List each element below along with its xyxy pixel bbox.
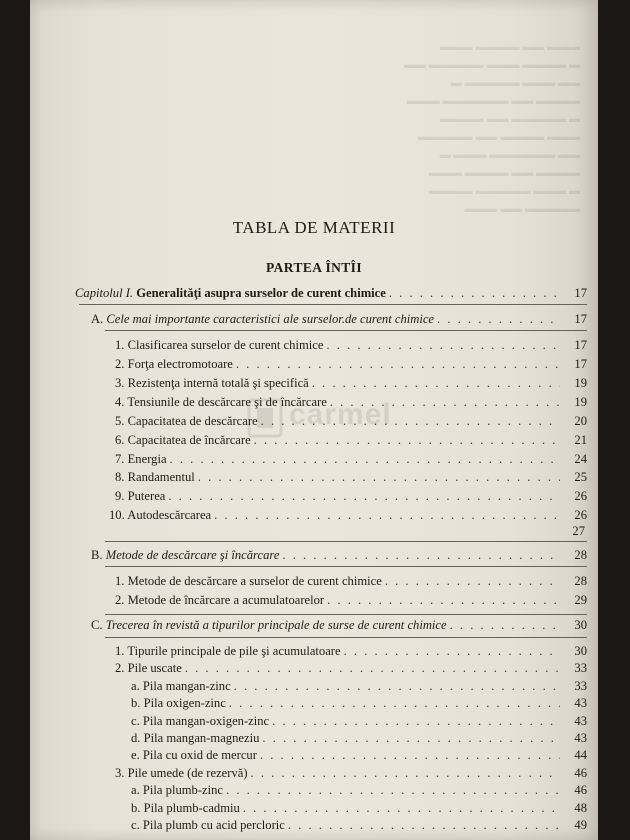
leader-dots bbox=[389, 286, 560, 301]
section-title: Metode de descărcare şi încărcare bbox=[105, 548, 280, 562]
toc-section-row[interactable]: C. Trecerea în revistă a tipurilor principale de surse de curent chimice . . . 30 bbox=[91, 618, 587, 633]
divider bbox=[105, 566, 587, 567]
page-number: 17 bbox=[574, 312, 587, 326]
toc-extra-page: 27 bbox=[572, 524, 585, 538]
page-number: 17 bbox=[574, 286, 587, 300]
divider bbox=[79, 304, 587, 305]
section-letter: C. bbox=[91, 618, 103, 632]
toc-item-row[interactable]: 5. Capacitatea de descărcare . . . 20 bbox=[115, 414, 587, 429]
bleed-through-text: ▬▬▬ ▬▬ ▬▬▬▬ ▬▬▬ ▬ ▬▬▬▬ ▬▬▬ ▬▬▬▬▬ ▬▬ ▬▬ ▬▬▬ ▬▬▬▬▬ ▬ ▬▬▬▬ ▬▬ ▬▬▬▬▬▬ ▬▬▬ ▬ ▬▬▬▬▬ ▬▬ ▬▬▬▬ ▬▬▬ ▬▬▬▬ ▬▬ ▬▬▬▬▬ ▬▬ ▬▬▬▬▬▬ ▬▬▬ ▬ ▬▬▬▬ ▬▬ ▬▬▬▬ ▬▬▬ ▬ ▬▬▬ ▬▬▬▬▬ ▬▬▬▬ ▬▬▬▬▬ ▬▬ ▬▬▬ bbox=[404, 41, 580, 215]
toc-item-row[interactable]: 10. Autodescărcarea . . . 26 bbox=[109, 508, 587, 523]
toc-item-row[interactable]: 9. Puterea . . . 26 bbox=[115, 489, 587, 504]
divider bbox=[105, 541, 587, 542]
toc-item-row[interactable]: 2. Forţa electromotoare . . . 17 bbox=[115, 357, 587, 372]
toc-item-row[interactable]: 2. Pile uscate . . . 33 bbox=[115, 661, 587, 676]
toc-subitem-row[interactable]: c. Pila mangan-oxigen-zinc . . . 43 bbox=[131, 714, 587, 729]
toc-subitem-row[interactable]: a. Pila plumb-zinc . . . 46 bbox=[131, 783, 587, 798]
toc-item-row[interactable]: 7. Energia . . . 24 bbox=[115, 452, 587, 467]
part-heading: PARTEA ÎNTÎI bbox=[266, 260, 362, 275]
page-title: TABLA DE MATERII bbox=[232, 218, 396, 237]
chapter-title: Generalităţi asupra surselor de curent chimice bbox=[136, 286, 386, 300]
toc-section-row[interactable] bbox=[91, 312, 587, 327]
section-letter: B. bbox=[91, 548, 103, 562]
bookstore-logo-icon bbox=[245, 396, 285, 440]
toc-subitem-row[interactable]: b. Pila oxigen-zinc . . . 43 bbox=[131, 696, 587, 711]
toc-item-row[interactable]: 4. Tensiunile de descărcare şi de încărcare . . . 19 bbox=[115, 395, 587, 410]
toc-subitem-row[interactable]: d. Pila mangan-magneziu . . . 43 bbox=[131, 731, 587, 746]
toc-item-row[interactable]: 8. Randamentul . . . 25 bbox=[115, 470, 587, 485]
leader-dots bbox=[437, 312, 560, 327]
toc-subitem-row[interactable]: c. Pila plumb cu acid percloric . . . 49 bbox=[131, 818, 587, 833]
toc-section-row[interactable]: B. Metode de descărcare şi încărcare . . . 28 bbox=[91, 548, 587, 563]
toc-item-row[interactable]: 6. Capacitatea de încărcare . . . 21 bbox=[115, 433, 587, 448]
chapter-prefix: Capitolul I. bbox=[75, 286, 134, 300]
toc-item-row[interactable]: 1. Tipurile principale de pile şi acumulatoare . . . 30 bbox=[115, 644, 587, 659]
toc-subitem-row[interactable]: e. Pila cu oxid de mercur . . . 44 bbox=[131, 748, 587, 763]
book-page bbox=[30, 0, 598, 840]
toc-chapter-row[interactable] bbox=[75, 286, 587, 301]
toc-item-row[interactable]: 1. Metode de descărcare a surselor de curent chimice . . . 28 bbox=[115, 574, 587, 589]
toc-item-row[interactable]: 3. Rezistenţa internă totală şi specifică . . . 19 bbox=[115, 376, 587, 391]
watermark-text: carmel bbox=[289, 398, 392, 431]
toc-item-row[interactable]: 1. Clasificarea surselor de curent chimice . . . 17 bbox=[115, 338, 587, 353]
watermark bbox=[245, 392, 425, 462]
divider bbox=[105, 637, 587, 638]
toc-subitem-row[interactable]: a. Pila mangan-zinc . . . 33 bbox=[131, 679, 587, 694]
toc-subitem-row[interactable]: b. Pila plumb-cadmiu . . . 48 bbox=[131, 801, 587, 816]
section-letter: A. bbox=[91, 312, 104, 326]
divider bbox=[105, 614, 587, 615]
section-title: Trecerea în revistă a tipurilor principale de surse de curent chimice bbox=[105, 618, 447, 632]
section-title: Cele mai importante caracteristici ale surselor.de curent chimice bbox=[106, 312, 435, 326]
toc-item-row[interactable]: 3. Pile umede (de rezervă) . . . 46 bbox=[115, 766, 587, 781]
divider bbox=[105, 330, 587, 331]
toc-item-row[interactable]: 2. Metode de încărcare a acumulatoarelor . . . 29 bbox=[115, 593, 587, 608]
